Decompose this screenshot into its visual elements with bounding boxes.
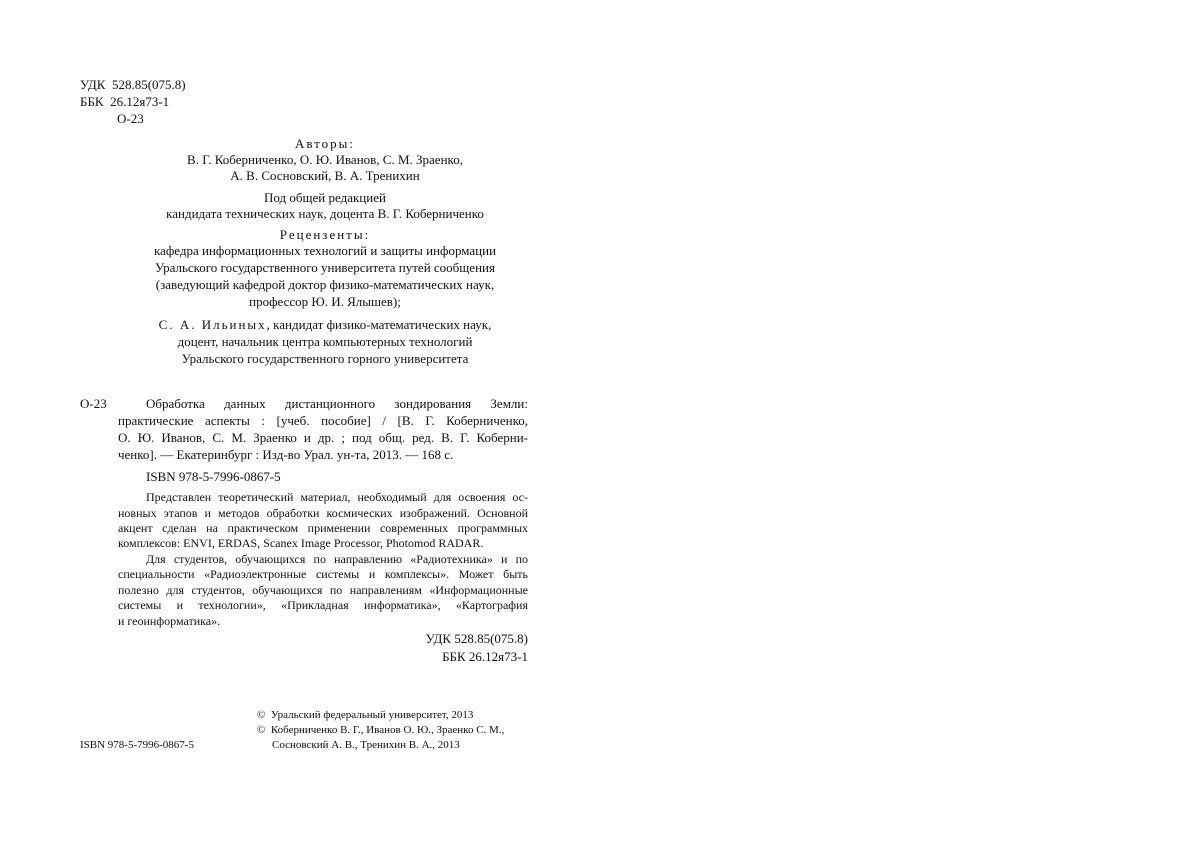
- annotation-line-8: системы и технологии», «Прикладная информатика», «Картография: [118, 598, 528, 612]
- copyright-holder-authors: Коберниченко В. Г., Иванов О. Ю., Зраенко С. М.,: [270, 724, 505, 736]
- bottom-isbn: ISBN 978-5-7996-0867-5: [80, 739, 194, 751]
- copyright-line-2: [257, 723, 504, 738]
- bib-line-3: О. Ю. Иванов, С. М. Зраенко и др. ; под общ. ред. В. Г. Коберни-: [118, 430, 528, 445]
- annotation-line-3: акцент сделан на практическом применении современных программных: [118, 521, 528, 535]
- reviewer-person-line-1: [120, 317, 530, 333]
- udk-line: [80, 77, 186, 93]
- bbk-label: ББК: [80, 94, 104, 109]
- reviewer-person-line-2: доцент, начальник центра компьютерных технологий: [177, 334, 473, 349]
- copyright-line-3: Сосновский А. В., Тренихин В. А., 2013: [272, 739, 460, 751]
- authors-line-2: А. В. Сосновский, В. А. Тренихин: [230, 168, 420, 183]
- copyright-icon: ©: [257, 709, 266, 721]
- reviewer-org-line-3: (заведующий кафедрой доктор физико-математических наук,: [155, 277, 495, 292]
- copyright-icon: ©: [257, 724, 266, 736]
- udk-label: УДК: [80, 77, 106, 92]
- annotation-line-7: полезно для студентов, обучающихся по направлениям «Информационные: [118, 583, 528, 597]
- copyright-holder-university: Уральский федеральный университет, 2013: [270, 709, 474, 721]
- author-mark: О-23: [117, 111, 144, 126]
- udk-value: 528.85(075.8): [111, 77, 186, 92]
- annotation-line-5: Для студентов, обучающихся по направлению «Радиотехника» и по: [146, 552, 528, 566]
- annotation-line-9: и геоинформатика».: [118, 614, 221, 628]
- reviewer-org-line-2: Уральского государственного университета путей сообщения: [155, 260, 495, 275]
- reviewers-heading: Рецензенты:: [279, 227, 371, 242]
- bib-line-1: Обработка данных дистанционного зондирования Земли:: [146, 396, 528, 411]
- bbk-line: [80, 94, 169, 110]
- authors-heading: Авторы:: [294, 136, 356, 151]
- copyright-line-1: [257, 708, 473, 723]
- annotation-line-2: новных этапов и методов обработки космических изображений. Основной: [118, 506, 528, 520]
- reviewer-person-title: , кандидат физико-математических наук,: [266, 317, 492, 332]
- editor-line-1: Под общей редакцией: [264, 190, 386, 205]
- reviewer-person-name: С. А. Ильиных: [158, 317, 267, 332]
- reviewer-org-line-4: профессор Ю. И. Ялышев);: [249, 294, 401, 309]
- reviewer-person-line-3: Уральского государственного горного университета: [181, 351, 469, 366]
- authors-line-1: В. Г. Коберниченко, О. Ю. Иванов, С. М. Зраенко,: [187, 152, 463, 167]
- editor-line-2: кандидата технических наук, доцента В. Г. Коберниченко: [166, 206, 484, 221]
- bib-line-2: практические аспекты : [учеб. пособие] / [В. Г. Коберниченко,: [118, 413, 528, 428]
- reviewer-org-line-1: кафедра информационных технологий и защиты информации: [153, 243, 497, 258]
- annotation-line-6: специальности «Радиоэлектронные системы и комплексы». Может быть: [118, 567, 528, 581]
- bbk-value: 26.12я73-1: [110, 94, 170, 109]
- bib-isbn: ISBN 978-5-7996-0867-5: [146, 469, 281, 484]
- footer-udk: УДК 528.85(075.8): [425, 631, 528, 646]
- annotation-line-4: комплексов: ENVI, ERDAS, Scanex Image Processor, Photomod RADAR.: [118, 536, 484, 550]
- annotation-line-1: Представлен теоретический материал, необходимый для освоения ос-: [146, 490, 528, 504]
- footer-bbk: ББК 26.12я73-1: [442, 649, 528, 664]
- bib-line-4: ченко]. — Екатеринбург : Изд-во Урал. ун-та, 2013. — 168 с.: [118, 447, 454, 462]
- bib-mark: О-23: [80, 396, 107, 411]
